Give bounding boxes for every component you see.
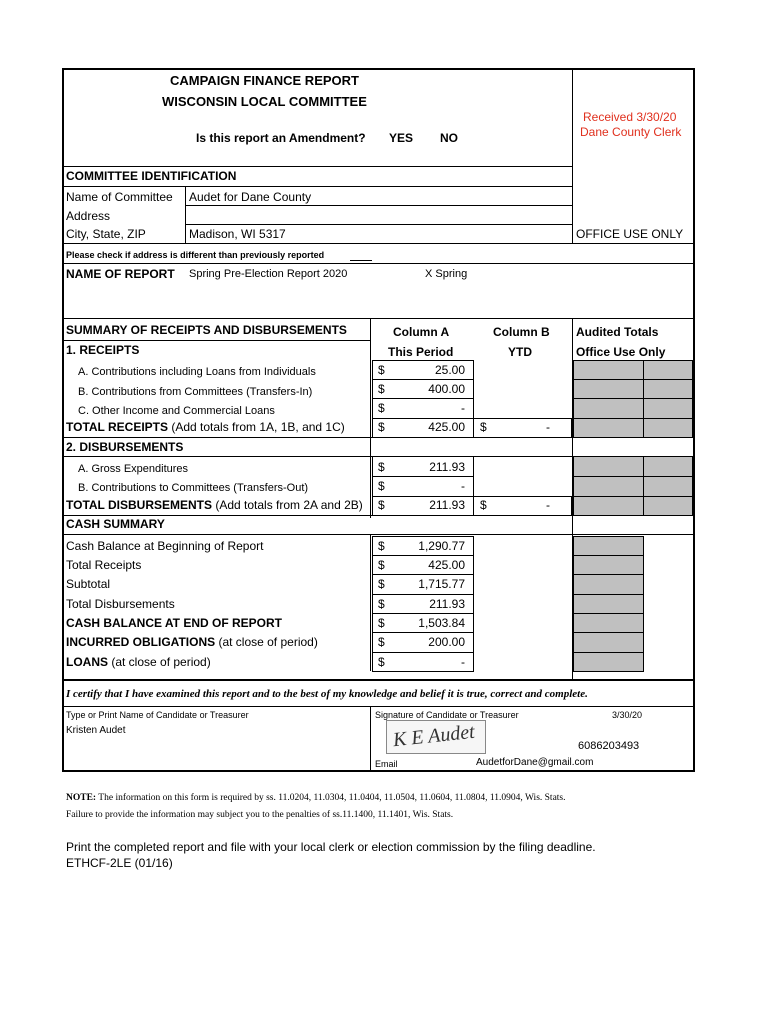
total-disb-value-a[interactable]: 211.93 — [429, 498, 465, 512]
disb-a-dollar: $ — [378, 460, 385, 474]
report-name-label: NAME OF REPORT — [66, 267, 175, 281]
address-change-checkbox[interactable] — [350, 260, 372, 261]
cash-row-6-value[interactable]: 200.00 — [428, 635, 465, 649]
col-a-header-2: This Period — [388, 345, 454, 359]
total-disb-dollar-a: $ — [378, 498, 385, 512]
receipt-c-dollar: $ — [378, 401, 385, 415]
cash-row-1-label: Cash Balance at Beginning of Report — [66, 539, 264, 553]
col-a-header-1: Column A — [393, 325, 450, 339]
cash-row-5-value[interactable]: 1,503.84 — [418, 616, 465, 630]
signature-label: Signature of Candidate or Treasurer — [375, 710, 519, 720]
total-receipts-label — [66, 420, 345, 434]
total-disb-bold: TOTAL DISBURSEMENTS — [66, 498, 213, 512]
receipt-a-value[interactable]: 25.00 — [434, 363, 465, 377]
cash-summary-header: CASH SUMMARY — [66, 517, 165, 531]
email-label: Email — [375, 759, 398, 769]
footer-note: NOTE: The information on this form is required by ss. 11.0204, 11.0304, 11.0404, 11.0504, 11.0604, 11.0804, 11.0904, Wis. Stats. — [66, 793, 566, 803]
cash-row-7-value[interactable]: - — [461, 655, 465, 669]
receipt-c-value[interactable]: - — [461, 401, 465, 415]
phone-value[interactable]: 6086203493 — [578, 740, 640, 752]
cash-row-7-label: LOANS (at close of period) — [66, 655, 211, 669]
address-change-note: Please check if address is different than previously reported — [66, 250, 325, 260]
cash-row-2-label: Total Receipts — [66, 558, 142, 572]
report-name-value[interactable]: Spring Pre-Election Report 2020 — [189, 268, 348, 280]
total-receipts-bold: TOTAL RECEIPTS — [66, 420, 169, 434]
disb-b-value[interactable]: - — [461, 479, 465, 493]
amendment-question: Is this report an Amendment? — [196, 131, 366, 145]
total-receipts-dollar-b: $ — [480, 420, 487, 434]
total-disb-dollar-b: $ — [480, 498, 487, 512]
disbursements-header: 2. DISBURSEMENTS — [66, 440, 184, 454]
cash-row-5-label: CASH BALANCE AT END OF REPORT — [66, 616, 282, 630]
disb-b-dollar: $ — [378, 479, 385, 493]
form-subtitle: WISCONSIN LOCAL COMMITTEE — [162, 94, 367, 109]
cash-row-4-label: Total Disbursements — [66, 597, 175, 611]
col-b-header-1: Column B — [493, 325, 550, 339]
form-title: CAMPAIGN FINANCE REPORT — [170, 73, 359, 88]
cash-row-3-label: Subtotal — [66, 577, 111, 591]
cash-row-6-label: INCURRED OBLIGATIONS (at close of period) — [66, 635, 318, 649]
received-stamp-line1: Received 3/30/20 — [583, 110, 677, 124]
total-receipts-value-a[interactable]: 425.00 — [428, 420, 465, 434]
amendment-no[interactable]: NO — [440, 131, 458, 145]
filing-instruction: Print the completed report and file with your local clerk or election commission by the filing deadline. — [66, 840, 596, 854]
certification-date[interactable]: 3/30/20 — [612, 710, 643, 720]
committee-name-label: Name of Committee — [66, 190, 173, 204]
city-label: City, State, ZIP — [66, 227, 146, 241]
total-receipts-dollar-a: $ — [378, 420, 385, 434]
office-use-label: OFFICE USE ONLY — [576, 227, 684, 241]
cash-row-4-value[interactable]: 211.93 — [429, 597, 465, 611]
audited-cash-column — [573, 536, 644, 556]
office-divider — [572, 69, 573, 243]
signature-image — [386, 720, 486, 754]
cash-row-3-value[interactable]: 1,715.77 — [418, 577, 465, 591]
treasurer-name-label: Type or Print Name of Candidate or Treasurer — [66, 710, 249, 720]
form-id: ETHCF-2LE (01/16) — [66, 856, 173, 870]
received-stamp-line2: Dane County Clerk — [580, 125, 682, 139]
summary-title: SUMMARY OF RECEIPTS AND DISBURSEMENTS — [66, 323, 347, 337]
receipts-header: 1. RECEIPTS — [66, 343, 140, 357]
total-receipts-note: (Add totals from 1A, 1B, and 1C) — [168, 420, 345, 434]
city-value[interactable]: Madison, WI 5317 — [189, 227, 286, 241]
receipt-b-label: B. Contributions from Committees (Transfers-In) — [78, 386, 313, 398]
disb-a-label: A. Gross Expenditures — [78, 463, 189, 475]
amendment-yes[interactable]: YES — [389, 131, 414, 145]
cash-row-2-value[interactable]: 425.00 — [428, 558, 465, 572]
cash-row-1-value[interactable]: 1,290.77 — [418, 539, 465, 553]
audited-receipts-a — [573, 360, 644, 380]
total-disb-label — [66, 498, 363, 512]
footer-penalty: Failure to provide the information may subject you to the penalties of ss.11.1400, 11.1401, Wis. Stats. — [66, 810, 454, 820]
receipt-a-label: A. Contributions including Loans from Individuals — [78, 366, 316, 378]
certification-statement: I certify that I have examined this report and to the best of my knowledge and belief it is true, correct and complete. — [66, 688, 588, 700]
committee-section-title: COMMITTEE IDENTIFICATION — [66, 169, 237, 183]
col-b-header-2: YTD — [508, 345, 532, 359]
disb-a-value[interactable]: 211.93 — [429, 460, 465, 474]
total-receipts-value-b[interactable]: - — [546, 420, 550, 434]
disb-b-label: B. Contributions to Committees (Transfers-Out) — [78, 482, 309, 494]
total-disb-note: (Add totals from 2A and 2B) — [212, 498, 363, 512]
committee-name-value[interactable]: Audet for Dane County — [189, 190, 312, 204]
signature-scrawl: K E Audet — [392, 720, 476, 752]
treasurer-name-value[interactable]: Kristen Audet — [66, 725, 126, 736]
report-type-value[interactable]: X Spring — [425, 268, 468, 280]
receipt-b-dollar: $ — [378, 382, 385, 396]
audited-header-2: Office Use Only — [576, 345, 666, 359]
receipt-c-label: C. Other Income and Commercial Loans — [78, 405, 275, 417]
email-value[interactable]: AudetforDane@gmail.com — [476, 757, 594, 768]
receipt-a-dollar: $ — [378, 363, 385, 377]
address-label: Address — [66, 209, 111, 223]
receipt-b-value[interactable]: 400.00 — [428, 382, 465, 396]
total-disb-value-b[interactable]: - — [546, 498, 550, 512]
audited-header-1: Audited Totals — [576, 325, 659, 339]
